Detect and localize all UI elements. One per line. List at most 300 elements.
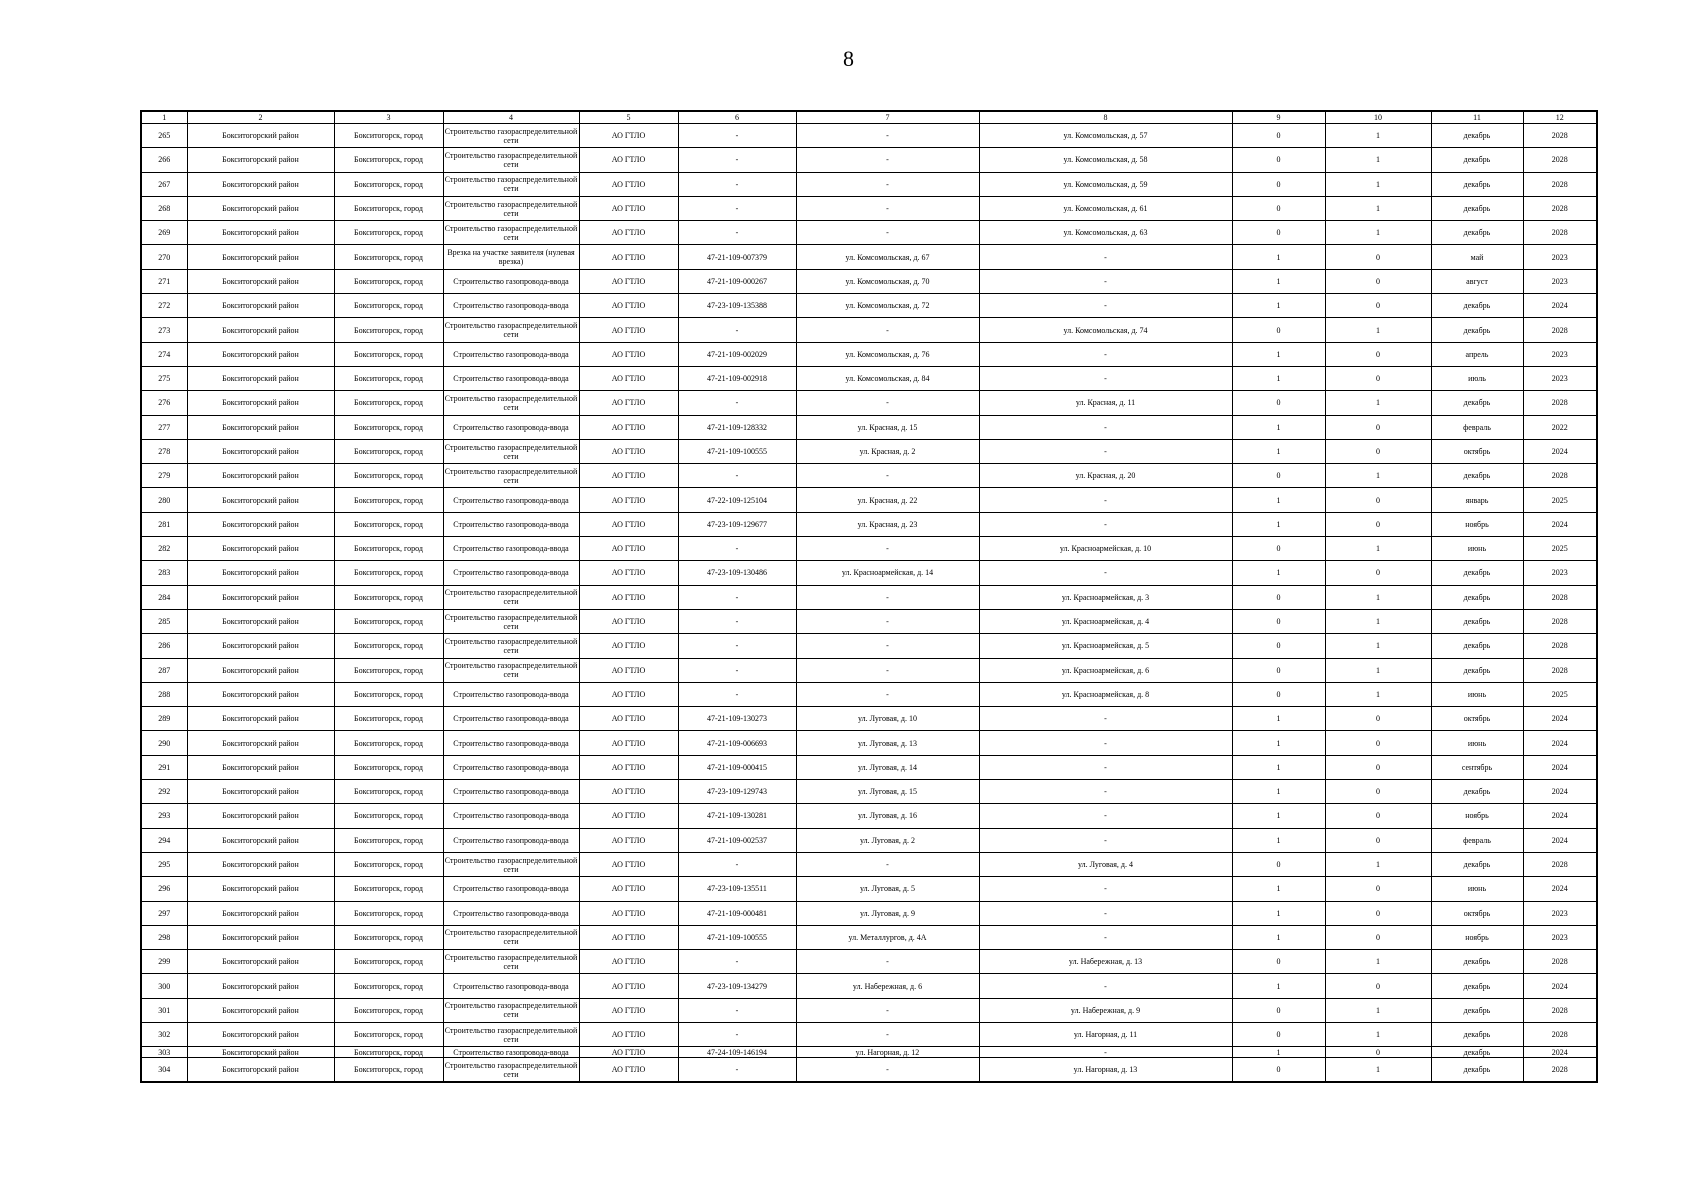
district-cell: Бокситогорский район (187, 609, 334, 633)
month-cell: декабрь (1431, 148, 1523, 172)
year-cell: 2023 (1523, 269, 1597, 293)
count-cell: 1 (1232, 245, 1325, 269)
year-cell: 2024 (1523, 707, 1597, 731)
work-type-cell: Строительство газораспределительной сети (443, 634, 579, 658)
month-cell: декабрь (1431, 1047, 1523, 1058)
operator-cell: АО ГТЛО (579, 172, 678, 196)
district-cell: Бокситогорский район (187, 998, 334, 1022)
operator-cell: АО ГТЛО (579, 658, 678, 682)
count-cell: 0 (1325, 731, 1431, 755)
work-type-cell: Строительство газопровода-ввода (443, 294, 579, 318)
count-cell: 0 (1232, 634, 1325, 658)
settlement-cell: Бокситогорск, город (334, 682, 443, 706)
address-cell: - (796, 537, 979, 561)
count-cell: 0 (1325, 561, 1431, 585)
table-row (141, 366, 1597, 390)
month-cell: ноябрь (1431, 804, 1523, 828)
district-cell: Бокситогорский район (187, 901, 334, 925)
count-cell: 0 (1232, 391, 1325, 415)
year-cell: 2024 (1523, 731, 1597, 755)
operator-cell: АО ГТЛО (579, 950, 678, 974)
district-cell: Бокситогорский район (187, 1047, 334, 1058)
district-cell: Бокситогорский район (187, 755, 334, 779)
district-cell: Бокситогорский район (187, 634, 334, 658)
settlement-cell: Бокситогорск, город (334, 950, 443, 974)
operator-cell: АО ГТЛО (579, 998, 678, 1022)
count-cell: 1 (1325, 682, 1431, 706)
settlement-cell: Бокситогорск, город (334, 172, 443, 196)
operator-cell: АО ГТЛО (579, 1047, 678, 1058)
operator-cell: АО ГТЛО (579, 488, 678, 512)
count-cell: 1 (1325, 221, 1431, 245)
cadastral-number-cell: 47-21-109-100555 (678, 439, 796, 463)
district-cell: Бокситогорский район (187, 925, 334, 949)
operator-cell: АО ГТЛО (579, 294, 678, 318)
count-cell: 1 (1232, 707, 1325, 731)
count-cell: 1 (1325, 658, 1431, 682)
district-cell: Бокситогорский район (187, 439, 334, 463)
table-row (141, 707, 1597, 731)
month-cell: декабрь (1431, 196, 1523, 220)
address-cell: ул. Набережная, д. 6 (796, 974, 979, 998)
count-cell: 1 (1232, 439, 1325, 463)
work-type-cell: Строительство газопровода-ввода (443, 561, 579, 585)
district-cell: Бокситогорский район (187, 488, 334, 512)
year-cell: 2025 (1523, 488, 1597, 512)
count-cell: 0 (1232, 537, 1325, 561)
row-number: 272 (141, 294, 187, 318)
district-cell: Бокситогорский район (187, 294, 334, 318)
count-cell: 0 (1325, 804, 1431, 828)
operator-cell: АО ГТЛО (579, 925, 678, 949)
year-cell: 2028 (1523, 1058, 1597, 1082)
settlement-cell: Бокситогорск, город (334, 585, 443, 609)
table-row (141, 828, 1597, 852)
cadastral-number-cell: 47-23-109-130486 (678, 561, 796, 585)
settlement-cell: Бокситогорск, город (334, 439, 443, 463)
district-cell: Бокситогорский район (187, 974, 334, 998)
cadastral-number-cell: - (678, 464, 796, 488)
district-cell: Бокситогорский район (187, 342, 334, 366)
district-cell: Бокситогорский район (187, 780, 334, 804)
address-cell: ул. Комсомольская, д. 70 (796, 269, 979, 293)
work-type-cell: Строительство газопровода-ввода (443, 731, 579, 755)
work-type-cell: Строительство газораспределительной сети (443, 585, 579, 609)
row-number: 301 (141, 998, 187, 1022)
count-cell: 0 (1325, 294, 1431, 318)
count-cell: 0 (1232, 148, 1325, 172)
row-number: 279 (141, 464, 187, 488)
month-cell: октябрь (1431, 707, 1523, 731)
address-cell: - (796, 658, 979, 682)
count-cell: 0 (1325, 1047, 1431, 1058)
address-cell: ул. Красноармейская, д. 5 (979, 634, 1232, 658)
count-cell: 1 (1325, 1058, 1431, 1082)
address-cell: ул. Луговая, д. 15 (796, 780, 979, 804)
table-row (141, 852, 1597, 876)
address-cell: - (796, 1022, 979, 1046)
settlement-cell: Бокситогорск, город (334, 269, 443, 293)
district-cell: Бокситогорский район (187, 245, 334, 269)
work-type-cell: Строительство газопровода-ввода (443, 366, 579, 390)
address-cell: ул. Луговая, д. 13 (796, 731, 979, 755)
table-row (141, 950, 1597, 974)
count-cell: 1 (1232, 877, 1325, 901)
settlement-cell: Бокситогорск, город (334, 974, 443, 998)
address-cell: - (796, 585, 979, 609)
district-cell: Бокситогорский район (187, 269, 334, 293)
count-cell: 0 (1325, 439, 1431, 463)
district-cell: Бокситогорский район (187, 731, 334, 755)
row-number: 268 (141, 196, 187, 220)
row-number: 299 (141, 950, 187, 974)
address-cell: - (796, 318, 979, 342)
count-cell: 1 (1232, 1047, 1325, 1058)
work-type-cell: Строительство газораспределительной сети (443, 148, 579, 172)
address-cell: - (979, 415, 1232, 439)
settlement-cell: Бокситогорск, город (334, 464, 443, 488)
operator-cell: АО ГТЛО (579, 512, 678, 536)
settlement-cell: Бокситогорск, город (334, 294, 443, 318)
count-cell: 1 (1325, 537, 1431, 561)
address-cell: ул. Набережная, д. 9 (979, 998, 1232, 1022)
column-number: 7 (796, 111, 979, 124)
row-number: 283 (141, 561, 187, 585)
count-cell: 1 (1325, 852, 1431, 876)
operator-cell: АО ГТЛО (579, 537, 678, 561)
table-row (141, 658, 1597, 682)
settlement-cell: Бокситогорск, город (334, 609, 443, 633)
month-cell: июнь (1431, 682, 1523, 706)
year-cell: 2023 (1523, 561, 1597, 585)
month-cell: декабрь (1431, 391, 1523, 415)
district-cell: Бокситогорский район (187, 537, 334, 561)
operator-cell: АО ГТЛО (579, 415, 678, 439)
address-cell: ул. Нагорная, д. 12 (796, 1047, 979, 1058)
year-cell: 2024 (1523, 294, 1597, 318)
table-row (141, 925, 1597, 949)
address-cell: - (979, 804, 1232, 828)
address-cell: ул. Красная, д. 20 (979, 464, 1232, 488)
count-cell: 0 (1325, 755, 1431, 779)
cadastral-number-cell: 47-22-109-125104 (678, 488, 796, 512)
settlement-cell: Бокситогорск, город (334, 366, 443, 390)
settlement-cell: Бокситогорск, город (334, 537, 443, 561)
work-type-cell: Строительство газораспределительной сети (443, 221, 579, 245)
operator-cell: АО ГТЛО (579, 391, 678, 415)
work-type-cell: Строительство газораспределительной сети (443, 124, 579, 148)
address-cell: - (979, 245, 1232, 269)
address-cell: - (979, 707, 1232, 731)
count-cell: 1 (1325, 1022, 1431, 1046)
count-cell: 0 (1232, 852, 1325, 876)
work-type-cell: Строительство газопровода-ввода (443, 828, 579, 852)
cadastral-number-cell: 47-21-109-007379 (678, 245, 796, 269)
month-cell: декабрь (1431, 658, 1523, 682)
row-number: 277 (141, 415, 187, 439)
cadastral-number-cell: 47-21-109-130281 (678, 804, 796, 828)
address-cell: ул. Красноармейская, д. 6 (979, 658, 1232, 682)
table-row (141, 780, 1597, 804)
operator-cell: АО ГТЛО (579, 901, 678, 925)
year-cell: 2024 (1523, 828, 1597, 852)
work-type-cell: Строительство газопровода-ввода (443, 488, 579, 512)
address-cell: - (979, 974, 1232, 998)
district-cell: Бокситогорский район (187, 561, 334, 585)
settlement-cell: Бокситогорск, город (334, 901, 443, 925)
settlement-cell: Бокситогорск, город (334, 1058, 443, 1082)
table-row (141, 755, 1597, 779)
cadastral-number-cell: 47-21-109-006693 (678, 731, 796, 755)
address-cell: - (979, 828, 1232, 852)
page-number: 8 (843, 46, 854, 71)
table-row (141, 294, 1597, 318)
work-type-cell: Строительство газопровода-ввода (443, 1047, 579, 1058)
column-number: 10 (1325, 111, 1431, 124)
month-cell: декабрь (1431, 780, 1523, 804)
table-row (141, 512, 1597, 536)
cadastral-number-cell: - (678, 537, 796, 561)
year-cell: 2028 (1523, 464, 1597, 488)
district-cell: Бокситогорский район (187, 196, 334, 220)
operator-cell: АО ГТЛО (579, 245, 678, 269)
cadastral-number-cell: - (678, 1058, 796, 1082)
operator-cell: АО ГТЛО (579, 877, 678, 901)
count-cell: 0 (1325, 366, 1431, 390)
table-row (141, 998, 1597, 1022)
count-cell: 1 (1232, 804, 1325, 828)
operator-cell: АО ГТЛО (579, 561, 678, 585)
count-cell: 1 (1232, 269, 1325, 293)
address-cell: - (979, 780, 1232, 804)
address-cell: ул. Красноармейская, д. 4 (979, 609, 1232, 633)
operator-cell: АО ГТЛО (579, 366, 678, 390)
month-cell: ноябрь (1431, 512, 1523, 536)
count-cell: 0 (1232, 318, 1325, 342)
cadastral-number-cell: - (678, 682, 796, 706)
cadastral-number-cell: - (678, 658, 796, 682)
work-type-cell: Строительство газопровода-ввода (443, 780, 579, 804)
settlement-cell: Бокситогорск, город (334, 1047, 443, 1058)
work-type-cell: Строительство газопровода-ввода (443, 415, 579, 439)
count-cell: 0 (1325, 901, 1431, 925)
year-cell: 2028 (1523, 172, 1597, 196)
table-row (141, 464, 1597, 488)
cadastral-number-cell: - (678, 318, 796, 342)
work-type-cell: Строительство газораспределительной сети (443, 464, 579, 488)
count-cell: 0 (1232, 196, 1325, 220)
settlement-cell: Бокситогорск, город (334, 828, 443, 852)
cadastral-number-cell: 47-23-109-129743 (678, 780, 796, 804)
column-number-row (141, 111, 1597, 124)
table-row (141, 221, 1597, 245)
row-number: 293 (141, 804, 187, 828)
count-cell: 1 (1232, 366, 1325, 390)
district-cell: Бокситогорский район (187, 852, 334, 876)
district-cell: Бокситогорский район (187, 1022, 334, 1046)
year-cell: 2023 (1523, 925, 1597, 949)
year-cell: 2024 (1523, 439, 1597, 463)
work-type-cell: Строительство газопровода-ввода (443, 974, 579, 998)
address-cell: - (979, 901, 1232, 925)
address-cell: ул. Красная, д. 23 (796, 512, 979, 536)
month-cell: декабрь (1431, 294, 1523, 318)
count-cell: 0 (1325, 245, 1431, 269)
cadastral-number-cell: 47-21-109-000415 (678, 755, 796, 779)
address-cell: ул. Металлургов, д. 4А (796, 925, 979, 949)
address-cell: ул. Комсомольская, д. 67 (796, 245, 979, 269)
year-cell: 2023 (1523, 245, 1597, 269)
row-number: 290 (141, 731, 187, 755)
address-cell: ул. Нагорная, д. 13 (979, 1058, 1232, 1082)
address-cell: - (796, 950, 979, 974)
count-cell: 1 (1232, 512, 1325, 536)
count-cell: 1 (1325, 998, 1431, 1022)
settlement-cell: Бокситогорск, город (334, 342, 443, 366)
count-cell: 0 (1325, 415, 1431, 439)
district-cell: Бокситогорский район (187, 585, 334, 609)
cadastral-number-cell: 47-21-109-002029 (678, 342, 796, 366)
settlement-cell: Бокситогорск, город (334, 148, 443, 172)
table-row (141, 682, 1597, 706)
count-cell: 0 (1325, 512, 1431, 536)
count-cell: 1 (1232, 488, 1325, 512)
row-number: 275 (141, 366, 187, 390)
work-type-cell: Строительство газопровода-ввода (443, 804, 579, 828)
month-cell: декабрь (1431, 318, 1523, 342)
address-cell: ул. Красноармейская, д. 8 (979, 682, 1232, 706)
table-row (141, 1022, 1597, 1046)
work-type-cell: Строительство газопровода-ввода (443, 901, 579, 925)
operator-cell: АО ГТЛО (579, 439, 678, 463)
column-number: 5 (579, 111, 678, 124)
cadastral-number-cell: 47-21-109-000267 (678, 269, 796, 293)
operator-cell: АО ГТЛО (579, 682, 678, 706)
address-cell: - (796, 148, 979, 172)
address-cell: ул. Луговая, д. 10 (796, 707, 979, 731)
address-cell: - (979, 1047, 1232, 1058)
column-number: 12 (1523, 111, 1597, 124)
address-cell: ул. Луговая, д. 14 (796, 755, 979, 779)
work-type-cell: Врезка на участке заявителя (нулевая врезка) (443, 245, 579, 269)
address-cell: ул. Красная, д. 2 (796, 439, 979, 463)
cadastral-number-cell: - (678, 196, 796, 220)
address-cell: ул. Нагорная, д. 11 (979, 1022, 1232, 1046)
address-cell: ул. Красноармейская, д. 3 (979, 585, 1232, 609)
count-cell: 1 (1325, 391, 1431, 415)
year-cell: 2028 (1523, 124, 1597, 148)
settlement-cell: Бокситогорск, город (334, 391, 443, 415)
count-cell: 0 (1232, 585, 1325, 609)
year-cell: 2023 (1523, 366, 1597, 390)
district-cell: Бокситогорский район (187, 804, 334, 828)
year-cell: 2023 (1523, 901, 1597, 925)
year-cell: 2024 (1523, 804, 1597, 828)
cadastral-number-cell: 47-23-109-134279 (678, 974, 796, 998)
address-cell: - (979, 877, 1232, 901)
count-cell: 0 (1232, 1022, 1325, 1046)
row-number: 285 (141, 609, 187, 633)
cadastral-number-cell: 47-21-109-128332 (678, 415, 796, 439)
count-cell: 1 (1232, 415, 1325, 439)
row-number: 274 (141, 342, 187, 366)
address-cell: ул. Луговая, д. 2 (796, 828, 979, 852)
district-cell: Бокситогорский район (187, 415, 334, 439)
work-type-cell: Строительство газораспределительной сети (443, 172, 579, 196)
address-cell: - (796, 609, 979, 633)
month-cell: февраль (1431, 415, 1523, 439)
operator-cell: АО ГТЛО (579, 780, 678, 804)
cadastral-number-cell: - (678, 148, 796, 172)
district-cell: Бокситогорский район (187, 464, 334, 488)
address-cell: ул. Комсомольская, д. 58 (979, 148, 1232, 172)
month-cell: декабрь (1431, 998, 1523, 1022)
operator-cell: АО ГТЛО (579, 585, 678, 609)
count-cell: 1 (1232, 731, 1325, 755)
count-cell: 1 (1325, 950, 1431, 974)
row-number: 289 (141, 707, 187, 731)
district-cell: Бокситогорский район (187, 1058, 334, 1082)
cadastral-number-cell: 47-21-109-000481 (678, 901, 796, 925)
work-type-cell: Строительство газопровода-ввода (443, 342, 579, 366)
row-number: 291 (141, 755, 187, 779)
row-number: 287 (141, 658, 187, 682)
address-cell: - (979, 342, 1232, 366)
address-cell: - (796, 852, 979, 876)
work-type-cell: Строительство газораспределительной сети (443, 196, 579, 220)
count-cell: 0 (1232, 172, 1325, 196)
table-row (141, 269, 1597, 293)
address-cell: ул. Луговая, д. 5 (796, 877, 979, 901)
year-cell: 2028 (1523, 950, 1597, 974)
address-cell: - (979, 269, 1232, 293)
month-cell: декабрь (1431, 561, 1523, 585)
count-cell: 0 (1325, 780, 1431, 804)
month-cell: сентябрь (1431, 755, 1523, 779)
table-row (141, 1058, 1597, 1082)
count-cell: 1 (1232, 901, 1325, 925)
count-cell: 1 (1325, 634, 1431, 658)
work-type-cell: Строительство газопровода-ввода (443, 269, 579, 293)
row-number: 278 (141, 439, 187, 463)
count-cell: 0 (1325, 974, 1431, 998)
address-cell: - (796, 196, 979, 220)
address-cell: ул. Комсомольская, д. 59 (979, 172, 1232, 196)
address-cell: ул. Комсомольская, д. 61 (979, 196, 1232, 220)
month-cell: апрель (1431, 342, 1523, 366)
address-cell: - (979, 731, 1232, 755)
district-cell: Бокситогорский район (187, 366, 334, 390)
count-cell: 1 (1325, 148, 1431, 172)
settlement-cell: Бокситогорск, город (334, 998, 443, 1022)
month-cell: июнь (1431, 731, 1523, 755)
year-cell: 2024 (1523, 755, 1597, 779)
operator-cell: АО ГТЛО (579, 634, 678, 658)
operator-cell: АО ГТЛО (579, 196, 678, 220)
address-cell: ул. Красноармейская, д. 14 (796, 561, 979, 585)
table-row (141, 974, 1597, 998)
district-cell: Бокситогорский район (187, 682, 334, 706)
year-cell: 2024 (1523, 780, 1597, 804)
count-cell: 0 (1232, 950, 1325, 974)
row-number: 304 (141, 1058, 187, 1082)
address-cell: ул. Луговая, д. 16 (796, 804, 979, 828)
address-cell: - (796, 221, 979, 245)
district-cell: Бокситогорский район (187, 172, 334, 196)
table-row (141, 585, 1597, 609)
count-cell: 1 (1232, 755, 1325, 779)
address-cell: ул. Луговая, д. 9 (796, 901, 979, 925)
